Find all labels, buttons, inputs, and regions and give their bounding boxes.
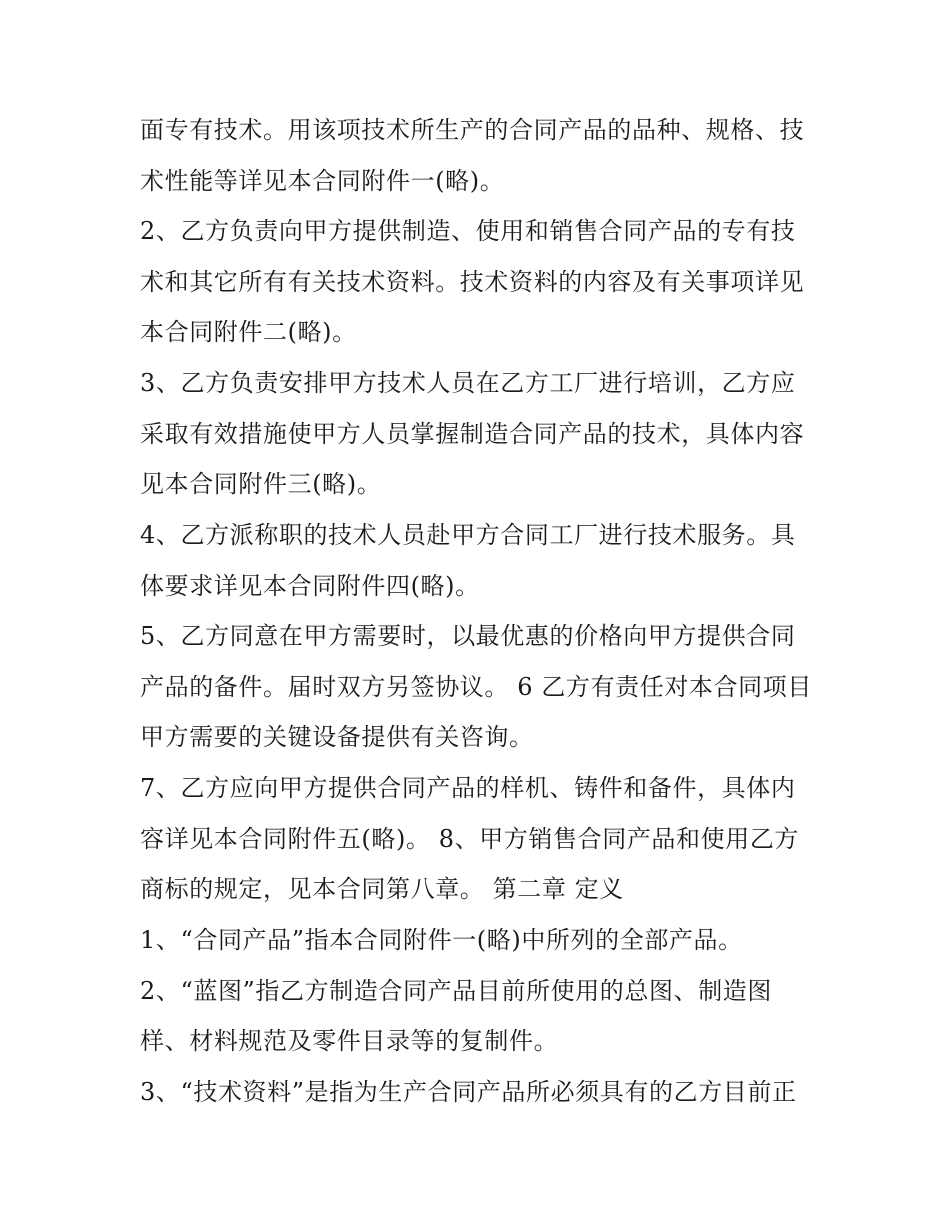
text-line: 2、“蓝图”指乙方制造合同产品目前所使用的总图、制造图 [140,977,773,1005]
text-line: 容详见本合同附件五(略)。 8、甲方销售合同产品和使用乙方 [140,825,800,853]
text-line: 样、材料规范及零件目录等的复制件。 [140,1027,559,1055]
text-line: 见本合同附件三(略)。 [140,470,382,498]
text-line: 4、乙方派称职的技术人员赴甲方合同工厂进行技术服务。具 [140,521,796,549]
text-line: 面专有技术。用该项技术所生产的合同产品的品种、规格、技 [140,116,805,144]
text-line: 2、乙方负责向甲方提供制造、使用和销售合同产品的专有技 [140,217,796,245]
text-line: 采取有效措施使甲方人员掌握制造合同产品的技术，具体内容 [140,420,805,448]
text-line: 本合同附件二(略)。 [140,318,357,346]
text-line: 1、“合同产品”指本合同附件一(略)中所列的全部产品。 [140,926,743,954]
text-line: 3、“技术资料”是指为生产合同产品所必须具有的乙方目前正 [140,1078,797,1106]
text-line: 术和其它所有有关技术资料。技术资料的内容及有关事项详见 [140,268,805,296]
text-line: 3、乙方负责安排甲方技术人员在乙方工厂进行培训，乙方应 [140,369,796,397]
text-line: 商标的规定，见本合同第八章。 第二章 定义 [140,875,624,903]
text-line: 体要求详见本合同附件四(略)。 [140,572,480,600]
text-line: 7、乙方应向甲方提供合同产品的样机、铸件和备件，具体内 [140,774,796,802]
text-line: 5、乙方同意在甲方需要时，以最优惠的价格向甲方提供合同 [140,622,796,650]
text-line: 甲方需要的关键设备提供有关咨询。 [140,723,534,751]
text-line: 术性能等详见本合同附件一(略)。 [140,167,505,195]
text-line: 产品的备件。届时双方另签协议。 6 乙方有责任对本合同项目 [140,673,812,701]
